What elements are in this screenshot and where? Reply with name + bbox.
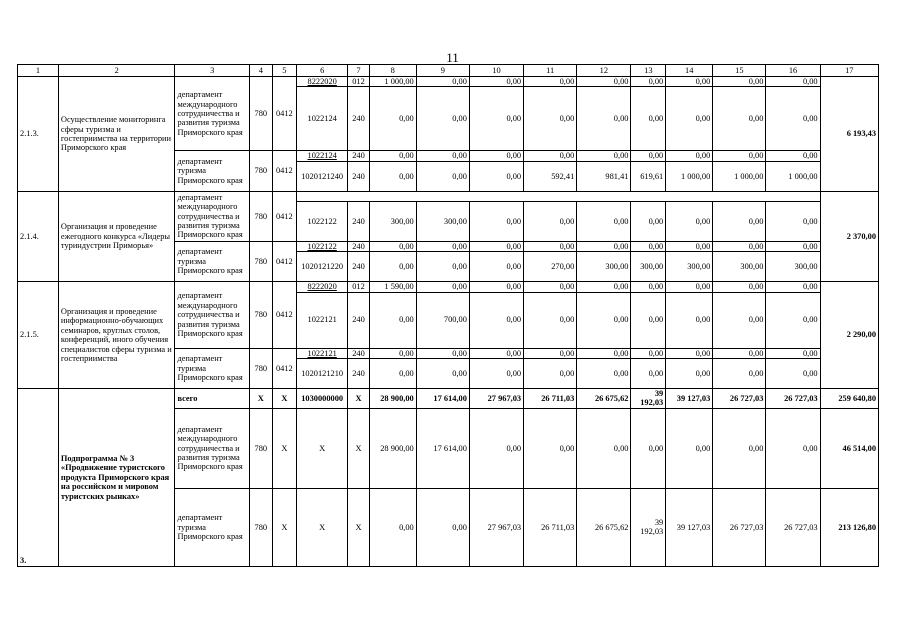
expense-type-code: 240 bbox=[348, 151, 369, 161]
year-value: 0,00 bbox=[416, 77, 469, 87]
year-value: 0,00 bbox=[469, 348, 523, 358]
expense-type-code: 240 bbox=[348, 161, 369, 191]
year-value: 17 614,00 bbox=[416, 389, 469, 409]
year-value: 0,00 bbox=[469, 408, 523, 488]
year-value: 39 127,03 bbox=[666, 488, 713, 566]
header-col-11: 11 bbox=[524, 65, 577, 77]
year-value: 0,00 bbox=[666, 359, 713, 389]
year-value: 0,00 bbox=[666, 282, 713, 292]
year-value: 0,00 bbox=[766, 201, 820, 241]
target-article-code: 1022122 bbox=[297, 241, 348, 251]
total-label: всего bbox=[175, 389, 250, 409]
budget-table bbox=[17, 64, 879, 567]
year-value: 26 727,03 bbox=[713, 389, 766, 409]
year-value: 0,00 bbox=[469, 151, 523, 161]
year-value: 0,00 bbox=[577, 359, 631, 389]
year-value: 0,00 bbox=[469, 161, 523, 191]
section-code: 0412 bbox=[272, 348, 297, 388]
year-value: 0,00 bbox=[469, 359, 523, 389]
year-value: 26 727,03 bbox=[713, 488, 766, 566]
item-code: 2.1.4. bbox=[18, 191, 59, 281]
year-value: 0,00 bbox=[666, 348, 713, 358]
year-value: 0,00 bbox=[631, 87, 666, 151]
page-number: 11 bbox=[446, 50, 459, 65]
year-value: 619,61 bbox=[631, 161, 666, 191]
year-value: 0,00 bbox=[369, 488, 416, 566]
item-name: Осуществление мониторинга сферы туризма и гостеприимства на территории Приморского края bbox=[58, 77, 175, 192]
year-value: 0,00 bbox=[369, 359, 416, 389]
expense-type-code: 240 bbox=[348, 201, 369, 241]
item-code: 2.1.3. bbox=[18, 77, 59, 192]
blank-cell bbox=[297, 191, 821, 201]
year-value: 0,00 bbox=[416, 488, 469, 566]
year-value: 0,00 bbox=[469, 87, 523, 151]
table-row bbox=[18, 282, 879, 292]
year-value: 0,00 bbox=[631, 282, 666, 292]
year-value: 300,00 bbox=[631, 252, 666, 282]
year-value: 592,41 bbox=[524, 161, 577, 191]
year-value: 0,00 bbox=[416, 282, 469, 292]
year-value: 0,00 bbox=[524, 241, 577, 251]
section-code: X bbox=[272, 389, 297, 409]
year-value: 0,00 bbox=[666, 77, 713, 87]
year-value: 0,00 bbox=[369, 348, 416, 358]
year-value: 0,00 bbox=[631, 292, 666, 348]
year-value: 270,00 bbox=[524, 252, 577, 282]
table-row bbox=[18, 191, 879, 201]
year-value: 0,00 bbox=[631, 241, 666, 251]
year-value: 0,00 bbox=[577, 201, 631, 241]
year-value: 1 590,00 bbox=[369, 282, 416, 292]
header-col-6: 6 bbox=[297, 65, 348, 77]
year-value: 0,00 bbox=[416, 161, 469, 191]
year-value: 0,00 bbox=[713, 77, 766, 87]
year-value: 1 000,00 bbox=[713, 161, 766, 191]
year-value: 17 614,00 bbox=[416, 408, 469, 488]
year-value: 27 967,03 bbox=[469, 488, 523, 566]
table-row bbox=[18, 65, 879, 77]
target-article-code: 8222020 bbox=[297, 77, 348, 87]
grbs-code: 780 bbox=[250, 241, 272, 281]
year-value: 0,00 bbox=[416, 359, 469, 389]
year-value: 0,00 bbox=[524, 77, 577, 87]
table-row bbox=[18, 77, 879, 87]
section-code: 0412 bbox=[272, 191, 297, 241]
year-value: 0,00 bbox=[524, 282, 577, 292]
year-value: 0,00 bbox=[369, 252, 416, 282]
grbs-code: 780 bbox=[250, 488, 272, 566]
year-value: 26 711,03 bbox=[524, 488, 577, 566]
expense-type-code: X bbox=[348, 408, 369, 488]
year-value: 0,00 bbox=[369, 151, 416, 161]
year-value: 0,00 bbox=[524, 348, 577, 358]
expense-type-code: 240 bbox=[348, 359, 369, 389]
header-col-13: 13 bbox=[631, 65, 666, 77]
year-value: 0,00 bbox=[666, 292, 713, 348]
year-value: 300,00 bbox=[766, 252, 820, 282]
year-value: 27 967,03 bbox=[469, 389, 523, 409]
year-value: 300,00 bbox=[713, 252, 766, 282]
expense-type-code: 012 bbox=[348, 77, 369, 87]
department: департамент международного сотрудничества и развития туризма Приморского края bbox=[175, 408, 250, 488]
header-col-2: 2 bbox=[58, 65, 175, 77]
grbs-code: 780 bbox=[250, 191, 272, 241]
header-col-14: 14 bbox=[666, 65, 713, 77]
year-value: 0,00 bbox=[524, 201, 577, 241]
row-total: 213 126,80 bbox=[820, 488, 878, 566]
header-col-15: 15 bbox=[713, 65, 766, 77]
year-value: 0,00 bbox=[766, 292, 820, 348]
year-value: 0,00 bbox=[713, 408, 766, 488]
year-value: 26 675,62 bbox=[577, 389, 631, 409]
grbs-code: 780 bbox=[250, 151, 272, 191]
department: департамент туризма Приморского края bbox=[175, 348, 250, 388]
target-article-code: 1022121 bbox=[297, 348, 348, 358]
year-value: 0,00 bbox=[469, 241, 523, 251]
grbs-code: 780 bbox=[250, 282, 272, 348]
header-col-8: 8 bbox=[369, 65, 416, 77]
year-value: 300,00 bbox=[416, 201, 469, 241]
year-value: 0,00 bbox=[666, 241, 713, 251]
year-value: 0,00 bbox=[666, 408, 713, 488]
header-col-4: 4 bbox=[250, 65, 272, 77]
year-value: 981,41 bbox=[577, 161, 631, 191]
header-col-5: 5 bbox=[272, 65, 297, 77]
item-name: Организация и проведение информационно-обучающих семинаров, круглых столов, конференций, иного обучения специалистов сферы туризма и гостеприимства bbox=[58, 282, 175, 389]
header-col-7: 7 bbox=[348, 65, 369, 77]
department: департамент туризма Приморского края bbox=[175, 488, 250, 566]
year-value: 300,00 bbox=[577, 252, 631, 282]
year-value: 0,00 bbox=[666, 201, 713, 241]
year-value: 0,00 bbox=[713, 282, 766, 292]
target-article-code: 1022122 bbox=[297, 201, 348, 241]
header-col-12: 12 bbox=[577, 65, 631, 77]
year-value: 26 675,62 bbox=[577, 488, 631, 566]
row-total: 46 514,00 bbox=[820, 408, 878, 488]
year-value: 0,00 bbox=[577, 292, 631, 348]
expense-type-code: X bbox=[348, 488, 369, 566]
year-value: 0,00 bbox=[631, 408, 666, 488]
target-article-code: 1020121240 bbox=[297, 161, 348, 191]
year-value: 700,00 bbox=[416, 292, 469, 348]
year-value: 0,00 bbox=[416, 241, 469, 251]
item-total: 6 193,43 bbox=[820, 77, 878, 192]
year-value: 0,00 bbox=[577, 241, 631, 251]
year-value: 1 000,00 bbox=[666, 161, 713, 191]
department: департамент международного сотрудничества и развития туризма Приморского края bbox=[175, 77, 250, 151]
year-value: 0,00 bbox=[713, 348, 766, 358]
department: департамент туризма Приморского края bbox=[175, 241, 250, 281]
year-value: 0,00 bbox=[416, 348, 469, 358]
year-value: 0,00 bbox=[766, 77, 820, 87]
year-value: 28 900,00 bbox=[369, 389, 416, 409]
year-value: 0,00 bbox=[369, 87, 416, 151]
year-value: 0,00 bbox=[713, 359, 766, 389]
year-value: 0,00 bbox=[766, 282, 820, 292]
target-article-code: 1020121210 bbox=[297, 359, 348, 389]
year-value: 0,00 bbox=[524, 87, 577, 151]
year-value: 300,00 bbox=[369, 201, 416, 241]
year-value: 0,00 bbox=[666, 151, 713, 161]
year-value: 0,00 bbox=[766, 348, 820, 358]
header-col-1: 1 bbox=[18, 65, 59, 77]
year-value: 0,00 bbox=[469, 252, 523, 282]
year-value: 0,00 bbox=[577, 348, 631, 358]
year-value: 1 000,00 bbox=[766, 161, 820, 191]
year-value: 0,00 bbox=[577, 282, 631, 292]
section-code: X bbox=[272, 408, 297, 488]
year-value: 0,00 bbox=[369, 292, 416, 348]
expense-type-code: 240 bbox=[348, 252, 369, 282]
year-value: 0,00 bbox=[766, 408, 820, 488]
year-value: 0,00 bbox=[416, 87, 469, 151]
target-article-code: 1022124 bbox=[297, 87, 348, 151]
year-value: 0,00 bbox=[369, 241, 416, 251]
expense-type-code: 240 bbox=[348, 87, 369, 151]
section-code: X bbox=[272, 488, 297, 566]
item-code: 3. bbox=[18, 389, 59, 567]
department: департамент туризма Приморского края bbox=[175, 151, 250, 191]
expense-type-code: 240 bbox=[348, 292, 369, 348]
year-value: 0,00 bbox=[524, 359, 577, 389]
year-value: 39 192,03 bbox=[631, 389, 666, 409]
year-value: 0,00 bbox=[577, 408, 631, 488]
header-col-17: 17 bbox=[820, 65, 878, 77]
grbs-code: 780 bbox=[250, 408, 272, 488]
year-value: 0,00 bbox=[577, 87, 631, 151]
item-total: 2 370,00 bbox=[820, 191, 878, 281]
year-value: 0,00 bbox=[766, 241, 820, 251]
grbs-code: 780 bbox=[250, 348, 272, 388]
year-value: 0,00 bbox=[469, 292, 523, 348]
year-value: 39 192,03 bbox=[631, 488, 666, 566]
year-value: 0,00 bbox=[524, 408, 577, 488]
year-value: 0,00 bbox=[469, 282, 523, 292]
year-value: 0,00 bbox=[524, 292, 577, 348]
section-code: 0412 bbox=[272, 241, 297, 281]
year-value: 0,00 bbox=[713, 87, 766, 151]
header-col-3: 3 bbox=[175, 65, 250, 77]
year-value: 28 900,00 bbox=[369, 408, 416, 488]
year-value: 0,00 bbox=[713, 201, 766, 241]
year-value: 0,00 bbox=[469, 77, 523, 87]
year-value: 0,00 bbox=[416, 252, 469, 282]
header-col-16: 16 bbox=[766, 65, 820, 77]
target-article-code: X bbox=[297, 488, 348, 566]
section-code: 0412 bbox=[272, 77, 297, 151]
year-value: 0,00 bbox=[766, 87, 820, 151]
section-code: 0412 bbox=[272, 151, 297, 191]
year-value: 0,00 bbox=[416, 151, 469, 161]
year-value: 0,00 bbox=[713, 241, 766, 251]
expense-type-code: 240 bbox=[348, 348, 369, 358]
expense-type-code: 240 bbox=[348, 241, 369, 251]
year-value: 26 727,03 bbox=[766, 389, 820, 409]
year-value: 300,00 bbox=[666, 252, 713, 282]
target-article-code: 1022121 bbox=[297, 292, 348, 348]
target-article-code: X bbox=[297, 408, 348, 488]
target-article-code: 1022124 bbox=[297, 151, 348, 161]
year-value: 0,00 bbox=[713, 292, 766, 348]
year-value: 0,00 bbox=[766, 359, 820, 389]
year-value: 0,00 bbox=[631, 151, 666, 161]
year-value: 0,00 bbox=[577, 151, 631, 161]
target-article-code: 1030000000 bbox=[297, 389, 348, 409]
item-code: 2.1.5. bbox=[18, 282, 59, 389]
year-value: 0,00 bbox=[666, 87, 713, 151]
item-name: Организация и проведение ежегодного конкурса «Лидеры туриндустрии Приморья» bbox=[58, 191, 175, 281]
year-value: 0,00 bbox=[577, 77, 631, 87]
year-value: 0,00 bbox=[469, 201, 523, 241]
year-value: 0,00 bbox=[631, 201, 666, 241]
year-value: 0,00 bbox=[713, 151, 766, 161]
year-value: 39 127,03 bbox=[666, 389, 713, 409]
target-article-code: 8222020 bbox=[297, 282, 348, 292]
expense-type-code: 012 bbox=[348, 282, 369, 292]
table-row bbox=[18, 389, 879, 409]
year-value: 26 711,03 bbox=[524, 389, 577, 409]
year-value: 0,00 bbox=[524, 151, 577, 161]
header-col-9: 9 bbox=[416, 65, 469, 77]
header-col-10: 10 bbox=[469, 65, 523, 77]
year-value: 0,00 bbox=[369, 161, 416, 191]
item-total: 2 290,00 bbox=[820, 282, 878, 389]
expense-type-code: X bbox=[348, 389, 369, 409]
target-article-code: 1020121220 bbox=[297, 252, 348, 282]
year-value: 1 000,00 bbox=[369, 77, 416, 87]
item-name: Подпрограмма № 3 «Продвижение туристского продукта Приморского края на российском и мировом туристских рынках» bbox=[58, 389, 175, 567]
row-total: 259 640,80 bbox=[820, 389, 878, 409]
year-value: 0,00 bbox=[631, 77, 666, 87]
department: департамент международного сотрудничества и развития туризма Приморского края bbox=[175, 191, 250, 241]
grbs-code: X bbox=[250, 389, 272, 409]
year-value: 26 727,03 bbox=[766, 488, 820, 566]
year-value: 0,00 bbox=[631, 359, 666, 389]
section-code: 0412 bbox=[272, 282, 297, 348]
year-value: 0,00 bbox=[631, 348, 666, 358]
department: департамент международного сотрудничества и развития туризма Приморского края bbox=[175, 282, 250, 348]
grbs-code: 780 bbox=[250, 77, 272, 151]
year-value: 0,00 bbox=[766, 151, 820, 161]
